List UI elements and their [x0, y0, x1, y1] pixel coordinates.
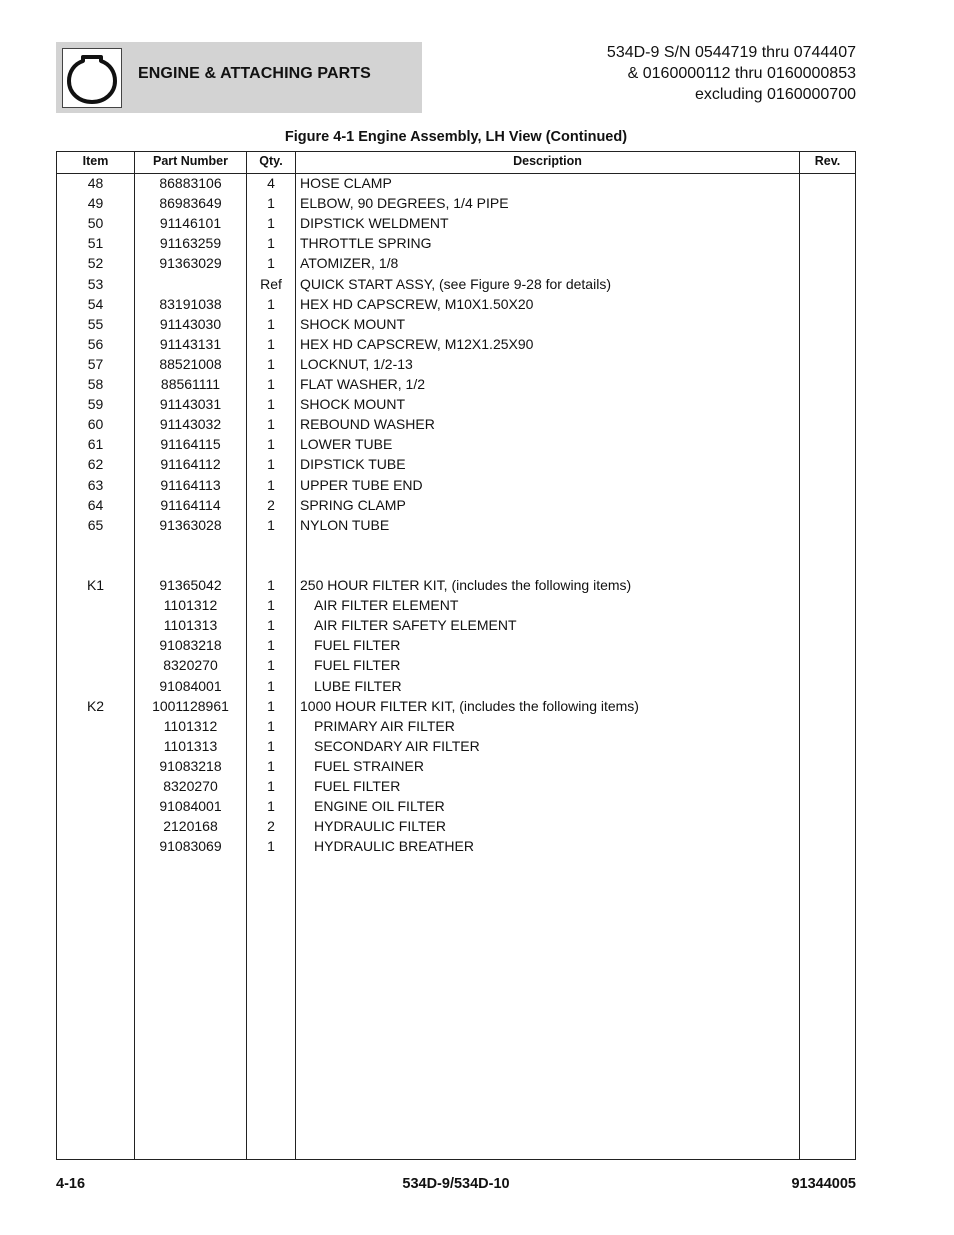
item-cell: 60: [87, 416, 104, 433]
item-cell: 52: [87, 255, 104, 272]
description-cell: HYDRAULIC FILTER: [314, 818, 446, 835]
description-cell: HEX HD CAPSCREW, M10X1.50X20: [300, 295, 534, 312]
part-number-cell: 91084001: [159, 798, 222, 815]
description-cell: NYLON TUBE: [300, 516, 390, 533]
page-number: 4-16: [56, 1176, 86, 1192]
part-number-cell: 2120168: [163, 818, 218, 835]
table-row: [57, 595, 855, 615]
table-row: [57, 454, 855, 474]
qty-cell: 1: [267, 516, 275, 533]
item-cell: 63: [87, 476, 104, 493]
table-row: [57, 394, 855, 414]
description-cell: FLAT WASHER, 1/2: [300, 376, 425, 392]
item-cell: 58: [87, 376, 104, 392]
qty-cell: 1: [267, 215, 275, 232]
description-cell: UPPER TUBE END: [300, 476, 423, 493]
qty-cell: 1: [267, 737, 275, 754]
part-number-cell: 91146101: [159, 215, 222, 232]
table-row: [57, 434, 855, 454]
table-row: [57, 354, 855, 374]
part-number-cell: 91365042: [159, 577, 222, 593]
table-row: [57, 233, 855, 253]
description-cell: LOWER TUBE: [300, 436, 393, 453]
table-row: [57, 676, 855, 696]
part-number-cell: 1001128961: [152, 697, 229, 714]
qty-cell: Ref: [260, 275, 282, 292]
table-row: [57, 495, 855, 515]
qty-cell: 1: [267, 637, 275, 654]
description-cell: QUICK START ASSY, (see Figure 9-28 for details): [300, 275, 611, 292]
serial-line: & 0160000112 thru 0160000853: [627, 65, 856, 82]
table-row: [57, 575, 855, 595]
part-number-cell: 1101313: [163, 737, 218, 754]
qty-cell: 1: [267, 315, 275, 332]
item-cell: 51: [87, 235, 104, 252]
part-number-cell: 91083069: [159, 838, 222, 855]
description-cell: REBOUND WASHER: [300, 416, 435, 433]
part-number-cell: 91143032: [159, 416, 222, 433]
figure-title: Figure 4-1 Engine Assembly, LH View (Continued): [284, 129, 628, 145]
part-number-cell: 88521008: [159, 355, 222, 372]
part-number-cell: 1101313: [163, 617, 218, 634]
item-cell: 65: [87, 516, 104, 533]
qty-cell: 1: [267, 476, 275, 493]
item-cell: 49: [87, 195, 104, 212]
part-number-cell: 8320270: [163, 657, 218, 674]
part-number-cell: 91363029: [159, 255, 222, 272]
table-row: [57, 796, 855, 816]
description-cell: ELBOW, 90 DEGREES, 1/4 PIPE: [300, 195, 509, 212]
table-row: [57, 515, 855, 535]
part-number-cell: 91143031: [159, 396, 222, 413]
qty-cell: 1: [267, 757, 275, 774]
description-cell: HEX HD CAPSCREW, M12X1.25X90: [300, 335, 534, 352]
table-row: [57, 535, 855, 555]
description-cell: DIPSTICK TUBE: [300, 456, 406, 473]
section-title: ENGINE & ATTACHING PARTS: [138, 65, 371, 82]
item-cell: K1: [86, 577, 105, 593]
qty-cell: 1: [267, 335, 275, 352]
document-number: 91344005: [791, 1176, 856, 1192]
table-row: [57, 776, 855, 796]
description-cell: HYDRAULIC BREATHER: [314, 838, 474, 855]
description-cell: PRIMARY AIR FILTER: [314, 717, 455, 734]
part-number-cell: 91363028: [159, 516, 222, 533]
table-row: [57, 615, 855, 635]
description-cell: AIR FILTER ELEMENT: [314, 597, 459, 614]
part-number-cell: 91164114: [160, 496, 221, 513]
table-row: [57, 836, 855, 856]
description-cell: HOSE CLAMP: [300, 175, 392, 191]
part-number-cell: 1101312: [163, 597, 218, 614]
table-row: [57, 736, 855, 756]
description-cell: AIR FILTER SAFETY ELEMENT: [314, 617, 517, 634]
qty-cell: 1: [267, 717, 275, 734]
qty-cell: 1: [267, 416, 275, 433]
part-number-cell: 91163259: [159, 235, 222, 252]
description-cell: DIPSTICK WELDMENT: [300, 215, 449, 232]
table-row: [57, 294, 855, 314]
part-number-cell: 91164115: [160, 436, 221, 453]
serial-range: [607, 42, 856, 105]
table-row: [57, 213, 855, 233]
table-row: [57, 716, 855, 736]
engine-icon: [62, 48, 122, 108]
item-cell: 59: [87, 396, 104, 413]
item-cell: 57: [87, 355, 104, 372]
qty-cell: 2: [267, 818, 275, 835]
item-cell: 56: [87, 335, 104, 352]
item-cell: 64: [87, 496, 104, 513]
table-row: [57, 374, 855, 394]
table-row: [57, 334, 855, 354]
qty-cell: 1: [267, 677, 275, 694]
table-row: [57, 655, 855, 675]
column-header-row: [57, 152, 855, 174]
description-cell: SECONDARY AIR FILTER: [314, 737, 480, 754]
description-cell: LOCKNUT, 1/2-13: [300, 355, 413, 372]
column-header-item: Item: [82, 154, 109, 168]
part-number-cell: 83191038: [159, 295, 222, 312]
qty-cell: 1: [267, 657, 275, 674]
item-cell: 61: [87, 436, 104, 453]
qty-cell: 1: [267, 697, 275, 714]
item-cell: 55: [87, 315, 104, 332]
qty-cell: 1: [267, 195, 275, 212]
table-row: [57, 414, 855, 434]
table-row: [57, 756, 855, 776]
qty-cell: 1: [267, 778, 275, 794]
item-cell: 50: [87, 215, 104, 232]
column-header-qty: Qty.: [259, 154, 283, 168]
description-cell: ATOMIZER, 1/8: [300, 255, 399, 272]
description-cell: SHOCK MOUNT: [300, 396, 405, 413]
table-row: [57, 253, 855, 273]
qty-cell: 1: [267, 798, 275, 815]
table-row: [57, 274, 855, 294]
qty-cell: 1: [267, 597, 275, 614]
description-cell: FUEL STRAINER: [314, 757, 424, 774]
table-row: [57, 173, 855, 193]
column-header-description: Description: [513, 154, 582, 168]
qty-cell: 1: [267, 376, 275, 392]
parts-table: [56, 151, 856, 1160]
qty-cell: 2: [267, 496, 275, 513]
model-number: 534D-9/534D-10: [402, 1176, 510, 1192]
description-cell: LUBE FILTER: [314, 677, 402, 694]
description-cell: FUEL FILTER: [314, 637, 401, 654]
part-number-cell: 86883106: [159, 175, 222, 191]
item-cell: 53: [87, 275, 104, 292]
qty-cell: 1: [267, 577, 275, 593]
qty-cell: 1: [267, 235, 275, 252]
part-number-cell: 91164113: [160, 476, 221, 493]
part-number-cell: 86983649: [159, 195, 222, 212]
part-number-cell: 91083218: [159, 757, 222, 774]
table-row: [57, 555, 855, 575]
item-cell: K2: [86, 697, 105, 714]
column-header-part-number: Part Number: [152, 154, 229, 168]
qty-cell: 1: [267, 396, 275, 413]
part-number-cell: 88561111: [160, 376, 221, 392]
part-number-cell: 91083218: [159, 637, 222, 654]
description-cell: 250 HOUR FILTER KIT, (includes the following items): [300, 577, 632, 593]
table-row: [57, 696, 855, 716]
description-cell: 1000 HOUR FILTER KIT, (includes the following items): [300, 697, 639, 714]
section-header: [56, 42, 422, 113]
table-row: [57, 816, 855, 836]
table-row: [57, 475, 855, 495]
column-header-rev: Rev.: [814, 154, 841, 168]
part-number-cell: 1101312: [163, 717, 218, 734]
part-number-cell: 91143131: [159, 335, 222, 352]
qty-cell: 1: [267, 295, 275, 312]
part-number-cell: 91143030: [159, 315, 222, 332]
table-row: [57, 193, 855, 213]
part-number-cell: 8320270: [163, 778, 218, 794]
item-cell: 54: [87, 295, 104, 312]
qty-cell: 1: [267, 838, 275, 855]
part-number-cell: 91164112: [160, 456, 221, 473]
qty-cell: 1: [267, 617, 275, 634]
description-cell: THROTTLE SPRING: [300, 235, 432, 252]
serial-line: 534D-9 S/N 0544719 thru 0744407: [606, 44, 856, 61]
qty-cell: 1: [267, 456, 275, 473]
engine-icon-graphic: [63, 49, 121, 107]
qty-cell: 4: [267, 175, 275, 191]
table-row: [57, 635, 855, 655]
description-cell: FUEL FILTER: [314, 657, 401, 674]
description-cell: SHOCK MOUNT: [300, 315, 405, 332]
description-cell: SPRING CLAMP: [300, 496, 406, 513]
item-cell: 62: [87, 456, 104, 473]
part-number-cell: 91084001: [159, 677, 222, 694]
item-cell: 48: [87, 175, 104, 191]
table-row: [57, 314, 855, 334]
serial-line: excluding 0160000700: [694, 86, 856, 103]
qty-cell: 1: [267, 255, 275, 272]
description-cell: ENGINE OIL FILTER: [314, 798, 445, 815]
qty-cell: 1: [267, 355, 275, 372]
description-cell: FUEL FILTER: [314, 778, 401, 794]
qty-cell: 1: [267, 436, 275, 453]
